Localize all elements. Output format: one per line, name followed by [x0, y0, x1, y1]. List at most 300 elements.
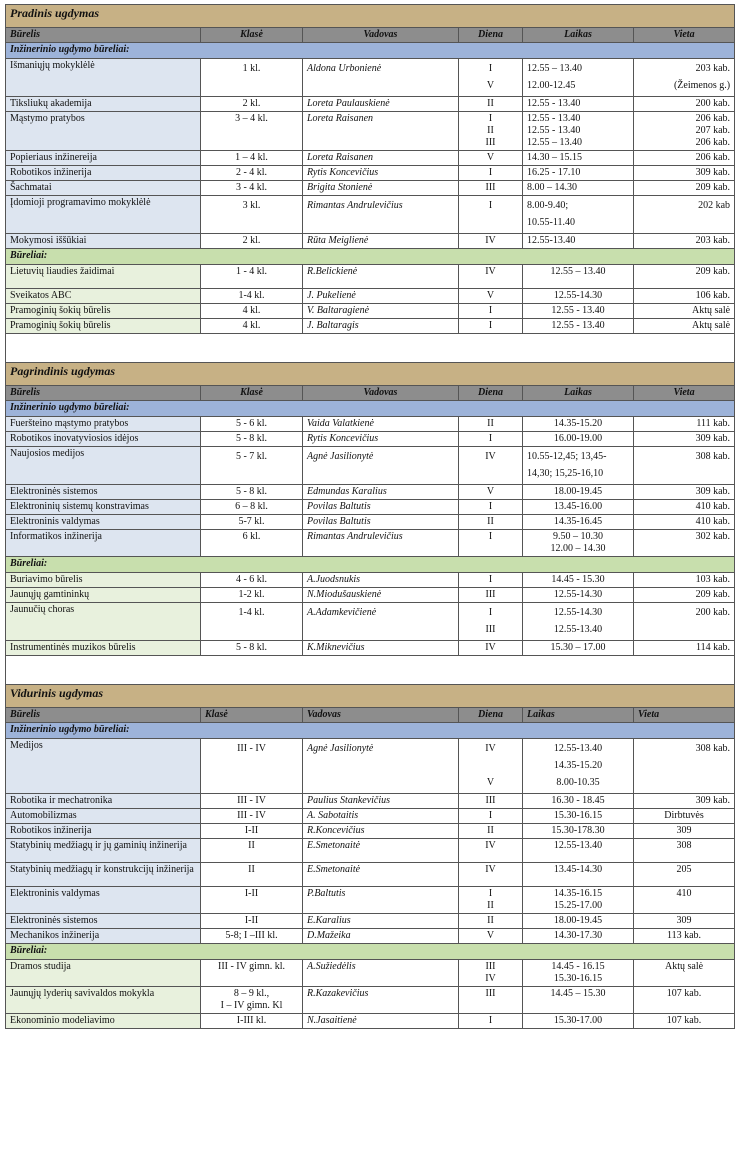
location-cell: [634, 739, 735, 794]
class-cell-line: 5-7 kl.: [238, 516, 265, 527]
day-cell-line: II: [487, 516, 494, 527]
group-title: Inžinerinio ugdymo būreliai:: [6, 43, 735, 59]
location-cell-line: 309: [676, 915, 692, 926]
day-cell-line: V: [486, 777, 495, 788]
day-cell: [459, 432, 523, 447]
leader-cell-line: R.Belickienė: [307, 266, 358, 277]
leader-cell: [303, 1014, 459, 1029]
club-name: Sveikatos ABC: [6, 289, 201, 304]
group-title: Būreliai:: [6, 557, 735, 573]
class-cell: [201, 304, 303, 319]
time-cell: [523, 960, 634, 987]
location-cell: [634, 485, 735, 500]
location-cell: [634, 929, 735, 944]
day-cell-line: II: [487, 915, 494, 926]
time-cell-line: 14.45 - 16.15: [551, 961, 605, 972]
class-cell: [201, 794, 303, 809]
club-name: Elektroninės sistemos: [6, 485, 201, 500]
club-name: Elektroninės sistemos: [6, 914, 201, 929]
club-name: Šachmatai: [6, 181, 201, 196]
group-title-row: [6, 43, 735, 59]
time-cell: [523, 573, 634, 588]
leader-cell-line: E.Smetonaitė: [307, 840, 361, 851]
group-title-row: [6, 249, 735, 265]
leader-cell-line: J. Baltaragis: [307, 320, 359, 331]
club-name: Fueršteino mąstymo pratybos: [6, 417, 201, 432]
table-row: [6, 151, 735, 166]
club-name: Informatikos inžinerija: [6, 530, 201, 557]
location-cell-line: 200 kab.: [695, 98, 731, 109]
leader-cell-line: Povilas Baltutis: [307, 516, 371, 527]
day-cell: [459, 794, 523, 809]
day-cell-line: V: [486, 80, 495, 91]
day-cell-line: IV: [485, 743, 496, 754]
day-cell: [459, 289, 523, 304]
location-cell-line: 111 kab.: [696, 418, 731, 429]
leader-cell: [303, 809, 459, 824]
table-row: [6, 603, 735, 641]
class-cell-line: 5 - 6 kl.: [235, 418, 268, 429]
location-cell-line: 202 kab: [698, 200, 731, 211]
time-cell: [523, 603, 634, 641]
location-cell: [634, 914, 735, 929]
day-cell-line: III: [485, 988, 496, 999]
leader-cell: [303, 863, 459, 887]
time-cell-line: 10.55-12,45; 13,45-: [527, 451, 607, 462]
class-cell: [201, 265, 303, 289]
header-laikas: Laikas: [523, 708, 634, 723]
club-name: Statybinių medžiagų ir jų gaminių inžinerija: [6, 839, 201, 863]
time-cell-line: 12.55-14.30: [553, 607, 603, 618]
location-cell: [634, 530, 735, 557]
section-0: [6, 5, 735, 43]
location-cell-line: 410 kab.: [695, 516, 731, 527]
location-cell-line: 107 kab.: [666, 1015, 702, 1026]
leader-cell: [303, 794, 459, 809]
group-title: Būreliai:: [6, 944, 735, 960]
time-cell-line: 12.55 - 13.40: [527, 98, 581, 109]
day-cell: [459, 500, 523, 515]
day-cell: [459, 234, 523, 249]
location-cell-line: 309 kab.: [695, 433, 731, 444]
class-cell-line: III - IV: [237, 810, 266, 821]
location-cell-line: 107 kab.: [666, 988, 702, 999]
table-row: [6, 530, 735, 557]
location-cell-line: 206 kab.: [695, 113, 731, 124]
class-cell-line: I-II: [244, 888, 259, 899]
section-gap: [6, 656, 735, 685]
club-name: Pramoginių šokių būrelis: [6, 319, 201, 334]
time-cell: [523, 887, 634, 914]
class-cell: [201, 112, 303, 151]
day-cell-line: II: [487, 900, 494, 911]
leader-cell: [303, 530, 459, 557]
group-title: Būreliai:: [6, 249, 735, 265]
day-cell-line: I: [488, 607, 493, 618]
time-cell: [523, 234, 634, 249]
time-cell-line: 14.35-15.20: [553, 418, 603, 429]
class-cell-line: 2 - 4 kl.: [235, 167, 268, 178]
day-cell-line: I: [488, 810, 493, 821]
location-cell-line: Aktų salė: [692, 305, 731, 316]
club-name: Elektroninių sistemų konstravimas: [6, 500, 201, 515]
schedule-table: [5, 4, 735, 1029]
table-row: [6, 887, 735, 914]
leader-cell: [303, 265, 459, 289]
class-cell-line: I-III kl.: [236, 1015, 267, 1026]
leader-cell-line: A.Adamkevičienė: [307, 607, 377, 618]
location-cell: [634, 809, 735, 824]
table-row: [6, 112, 735, 151]
time-cell-line: 14.45 - 15.30: [551, 574, 605, 585]
time-cell-line: 8.00-10.35: [556, 777, 600, 788]
time-cell: [523, 97, 634, 112]
class-cell: [201, 485, 303, 500]
club-name: Jaunųjų lyderių savivaldos mokykla: [6, 987, 201, 1014]
class-cell-line: 1 – 4 kl.: [235, 152, 268, 163]
time-cell-line: 18.00-19.45: [553, 486, 603, 497]
day-cell-line: IV: [485, 235, 496, 246]
class-cell-line: 3 – 4 kl.: [235, 113, 268, 124]
location-cell-line: 209 kab.: [695, 266, 731, 277]
day-cell-line: I: [488, 501, 493, 512]
day-cell-line: IV: [485, 642, 496, 653]
time-cell: [523, 485, 634, 500]
time-cell: [523, 59, 634, 97]
time-cell: [523, 196, 634, 234]
location-cell-line: 308 kab.: [695, 743, 731, 754]
time-cell-line: 15.30 – 17.00: [550, 642, 606, 653]
location-cell: [634, 166, 735, 181]
time-cell-line: 12.55 – 13.40: [550, 266, 606, 277]
time-cell-line: 15.30-16.15: [553, 973, 603, 984]
section-title-row: [6, 685, 735, 708]
club-name: Išmaniųjų mokyklėlė: [6, 59, 201, 97]
class-cell: [201, 319, 303, 334]
table-row: [6, 289, 735, 304]
location-cell: [634, 573, 735, 588]
class-cell-line: I-II: [244, 915, 259, 926]
location-cell: [634, 794, 735, 809]
time-cell: [523, 809, 634, 824]
table-row: [6, 515, 735, 530]
header-diena: Diena: [459, 708, 523, 723]
location-cell: [634, 112, 735, 151]
time-cell-line: 16.25 - 17.10: [527, 167, 581, 178]
class-cell-line: 4 - 6 kl.: [235, 574, 268, 585]
leader-cell-line: J. Pukelienė: [307, 290, 356, 301]
time-cell-line: 14.30-17.30: [553, 930, 603, 941]
day-cell-line: I: [488, 1015, 493, 1026]
day-cell-line: IV: [485, 864, 496, 875]
day-cell: [459, 887, 523, 914]
table-row: [6, 641, 735, 656]
leader-cell-line: A.Juodsnukis: [307, 574, 361, 585]
group-eng: [6, 723, 735, 944]
section-gap: [6, 334, 735, 363]
time-cell-line: 14.30 – 15.15: [527, 152, 582, 163]
group-eng: [6, 43, 735, 249]
class-cell: [201, 289, 303, 304]
column-header-row: [6, 386, 735, 401]
leader-cell-line: Rimantas Andrulevičius: [307, 531, 403, 542]
location-cell: [634, 515, 735, 530]
location-cell: [634, 887, 735, 914]
leader-cell-line: Rytis Koncevičius: [307, 167, 379, 178]
day-cell-line: V: [486, 486, 495, 497]
location-cell-line: 302 kab.: [695, 531, 731, 542]
location-cell: [634, 59, 735, 97]
class-cell: [201, 914, 303, 929]
leader-cell-line: Paulius Stankevičius: [307, 795, 391, 806]
table-row: [6, 987, 735, 1014]
class-cell: [201, 59, 303, 97]
club-name: Automobilizmas: [6, 809, 201, 824]
class-cell-line: 5 - 8 kl.: [235, 486, 268, 497]
section-1: [6, 363, 735, 401]
class-cell: [201, 97, 303, 112]
time-cell: [523, 530, 634, 557]
day-cell-line: I: [488, 63, 493, 74]
column-header-row: [6, 28, 735, 43]
location-cell-line: 308: [676, 840, 692, 851]
header-diena: Diena: [459, 386, 523, 401]
table-row: [6, 485, 735, 500]
time-cell: [523, 289, 634, 304]
day-cell-line: IV: [485, 451, 496, 462]
leader-cell: [303, 573, 459, 588]
time-cell-line: 14.35-16.15: [553, 888, 603, 899]
day-cell-line: I: [488, 200, 493, 211]
time-cell: [523, 739, 634, 794]
time-cell-line: 14,30; 15,25-16,10: [527, 468, 604, 479]
leader-cell-line: Agnė Jasilionytė: [307, 743, 374, 754]
day-cell-line: II: [487, 125, 494, 136]
day-cell-line: IV: [485, 266, 496, 277]
leader-cell: [303, 97, 459, 112]
section-gap-cell: [6, 334, 735, 363]
leader-cell-line: Vaida Valatkienė: [307, 418, 374, 429]
location-cell: [634, 960, 735, 987]
location-cell-line: 309 kab.: [695, 486, 731, 497]
time-cell-line: 12.55 - 13.40: [551, 320, 605, 331]
section-title: Pagrindinis ugdymas: [6, 363, 735, 386]
table-row: [6, 929, 735, 944]
leader-cell-line: V. Baltaragienė: [307, 305, 370, 316]
table-row: [6, 794, 735, 809]
location-cell-line: 309 kab.: [695, 795, 731, 806]
club-name: Lietuvių liaudies žaidimai: [6, 265, 201, 289]
table-row: [6, 304, 735, 319]
leader-cell: [303, 500, 459, 515]
class-cell-line: 5 - 7 kl.: [235, 451, 268, 462]
header-burelis: Būrelis: [6, 386, 201, 401]
class-cell-line: 6 – 8 kl.: [235, 501, 268, 512]
club-name: Robotikos inovatyviosios idėjos: [6, 432, 201, 447]
time-cell: [523, 181, 634, 196]
location-cell: [634, 265, 735, 289]
location-cell: [634, 432, 735, 447]
day-cell-line: II: [487, 418, 494, 429]
class-cell-line: III - IV gimn. kl.: [217, 961, 286, 972]
day-cell-line: III: [485, 137, 496, 148]
location-cell: [634, 319, 735, 334]
location-cell: [634, 181, 735, 196]
table-row: [6, 181, 735, 196]
day-cell: [459, 166, 523, 181]
class-cell-line: 1-4 kl.: [238, 607, 265, 618]
time-cell-line: 14.35-15.20: [553, 760, 603, 771]
day-cell-line: III: [485, 589, 496, 600]
day-cell: [459, 304, 523, 319]
location-cell-line: 308 kab.: [695, 451, 731, 462]
header-vadovas: Vadovas: [303, 28, 459, 43]
table-row: [6, 588, 735, 603]
club-name: Medijos: [6, 739, 201, 794]
time-cell: [523, 447, 634, 485]
leader-cell-line: Aldona Urbonienė: [307, 63, 382, 74]
class-cell-line: 2 kl.: [242, 235, 261, 246]
header-burelis: Būrelis: [6, 708, 201, 723]
location-cell: [634, 234, 735, 249]
day-cell: [459, 196, 523, 234]
table-row: [6, 500, 735, 515]
day-cell: [459, 112, 523, 151]
time-cell: [523, 863, 634, 887]
day-cell-line: III: [485, 182, 496, 193]
day-cell: [459, 530, 523, 557]
class-cell: [201, 603, 303, 641]
time-cell: [523, 588, 634, 603]
class-cell-line: 6 kl.: [242, 531, 261, 542]
location-cell: [634, 987, 735, 1014]
time-cell: [523, 794, 634, 809]
leader-cell-line: N.Jasaitienė: [307, 1015, 357, 1026]
class-cell: [201, 573, 303, 588]
time-cell-line: 15.30-17.00: [553, 1015, 603, 1026]
club-name: Buriavimo būrelis: [6, 573, 201, 588]
location-cell-line: 207 kab.: [695, 125, 731, 136]
time-cell-line: 14.35-16.45: [553, 516, 603, 527]
leader-cell-line: D.Mažeika: [307, 930, 351, 941]
day-cell: [459, 824, 523, 839]
class-cell: [201, 739, 303, 794]
location-cell: [634, 1014, 735, 1029]
location-cell-line: 203 kab.: [695, 235, 731, 246]
club-name: Jaunųjų gamtininkų: [6, 588, 201, 603]
club-name: Tiksliukų akademija: [6, 97, 201, 112]
header-vadovas: Vadovas: [303, 708, 459, 723]
club-name: Robotikos inžinerija: [6, 166, 201, 181]
leader-cell: [303, 319, 459, 334]
location-cell-line: 209 kab.: [695, 589, 731, 600]
table-row: [6, 809, 735, 824]
class-cell-line: 4 kl.: [242, 305, 261, 316]
leader-cell-line: Loreta Raisanen: [307, 152, 374, 163]
time-cell: [523, 151, 634, 166]
class-cell: [201, 641, 303, 656]
time-cell: [523, 1014, 634, 1029]
group-club: [6, 557, 735, 656]
section-gap-row: [6, 334, 735, 363]
day-cell: [459, 417, 523, 432]
table-row: [6, 417, 735, 432]
class-cell: [201, 1014, 303, 1029]
club-name: Jaunučių choras: [6, 603, 201, 641]
time-cell-line: 12.55-14.30: [553, 589, 603, 600]
leader-cell-line: Edmundas Karalius: [307, 486, 387, 497]
section-title: Pradinis ugdymas: [6, 5, 735, 28]
day-cell-line: IV: [485, 840, 496, 851]
day-cell: [459, 515, 523, 530]
day-cell: [459, 809, 523, 824]
leader-cell: [303, 603, 459, 641]
class-cell: [201, 887, 303, 914]
leader-cell: [303, 739, 459, 794]
location-cell: [634, 417, 735, 432]
day-cell-line: I: [488, 888, 493, 899]
day-cell: [459, 447, 523, 485]
day-cell: [459, 914, 523, 929]
time-cell-line: 10.55-11.40: [527, 217, 575, 228]
header-diena: Diena: [459, 28, 523, 43]
leader-cell: [303, 515, 459, 530]
time-cell-line: 12.55 – 13.40: [527, 137, 582, 148]
club-name: Statybinių medžiagų ir konstrukcijų inžinerija: [6, 863, 201, 887]
table-row: [6, 960, 735, 987]
day-cell-line: I: [488, 531, 493, 542]
class-cell-line: III - IV: [237, 795, 266, 806]
leader-cell: [303, 588, 459, 603]
location-cell: [634, 839, 735, 863]
leader-cell: [303, 304, 459, 319]
class-cell: [201, 234, 303, 249]
class-cell-line: 2 kl.: [242, 98, 261, 109]
time-cell: [523, 166, 634, 181]
class-cell: [201, 960, 303, 987]
day-cell: [459, 987, 523, 1014]
class-cell: [201, 824, 303, 839]
day-cell-line: I: [488, 574, 493, 585]
class-cell-line: 3 kl.: [242, 200, 261, 211]
location-cell-line: 206 kab.: [695, 152, 731, 163]
class-cell: [201, 151, 303, 166]
table-row: [6, 824, 735, 839]
table-row: [6, 1014, 735, 1029]
table-row: [6, 432, 735, 447]
class-cell: [201, 181, 303, 196]
leader-cell: [303, 914, 459, 929]
leader-cell-line: Agnė Jasilionytė: [307, 451, 374, 462]
day-cell: [459, 485, 523, 500]
day-cell-line: V: [486, 930, 495, 941]
location-cell: [634, 500, 735, 515]
class-cell-line: III - IV: [237, 743, 266, 754]
column-header-row: [6, 708, 735, 723]
location-cell: [634, 304, 735, 319]
day-cell-line: V: [486, 290, 495, 301]
day-cell-line: I: [488, 305, 493, 316]
time-cell: [523, 304, 634, 319]
class-cell: [201, 166, 303, 181]
section-gap-cell: [6, 656, 735, 685]
table-row: [6, 839, 735, 863]
day-cell: [459, 929, 523, 944]
location-cell-line: 113 kab.: [666, 930, 702, 941]
location-cell-line: (Žeimenos g.): [673, 80, 731, 91]
location-cell: [634, 151, 735, 166]
class-cell: [201, 515, 303, 530]
